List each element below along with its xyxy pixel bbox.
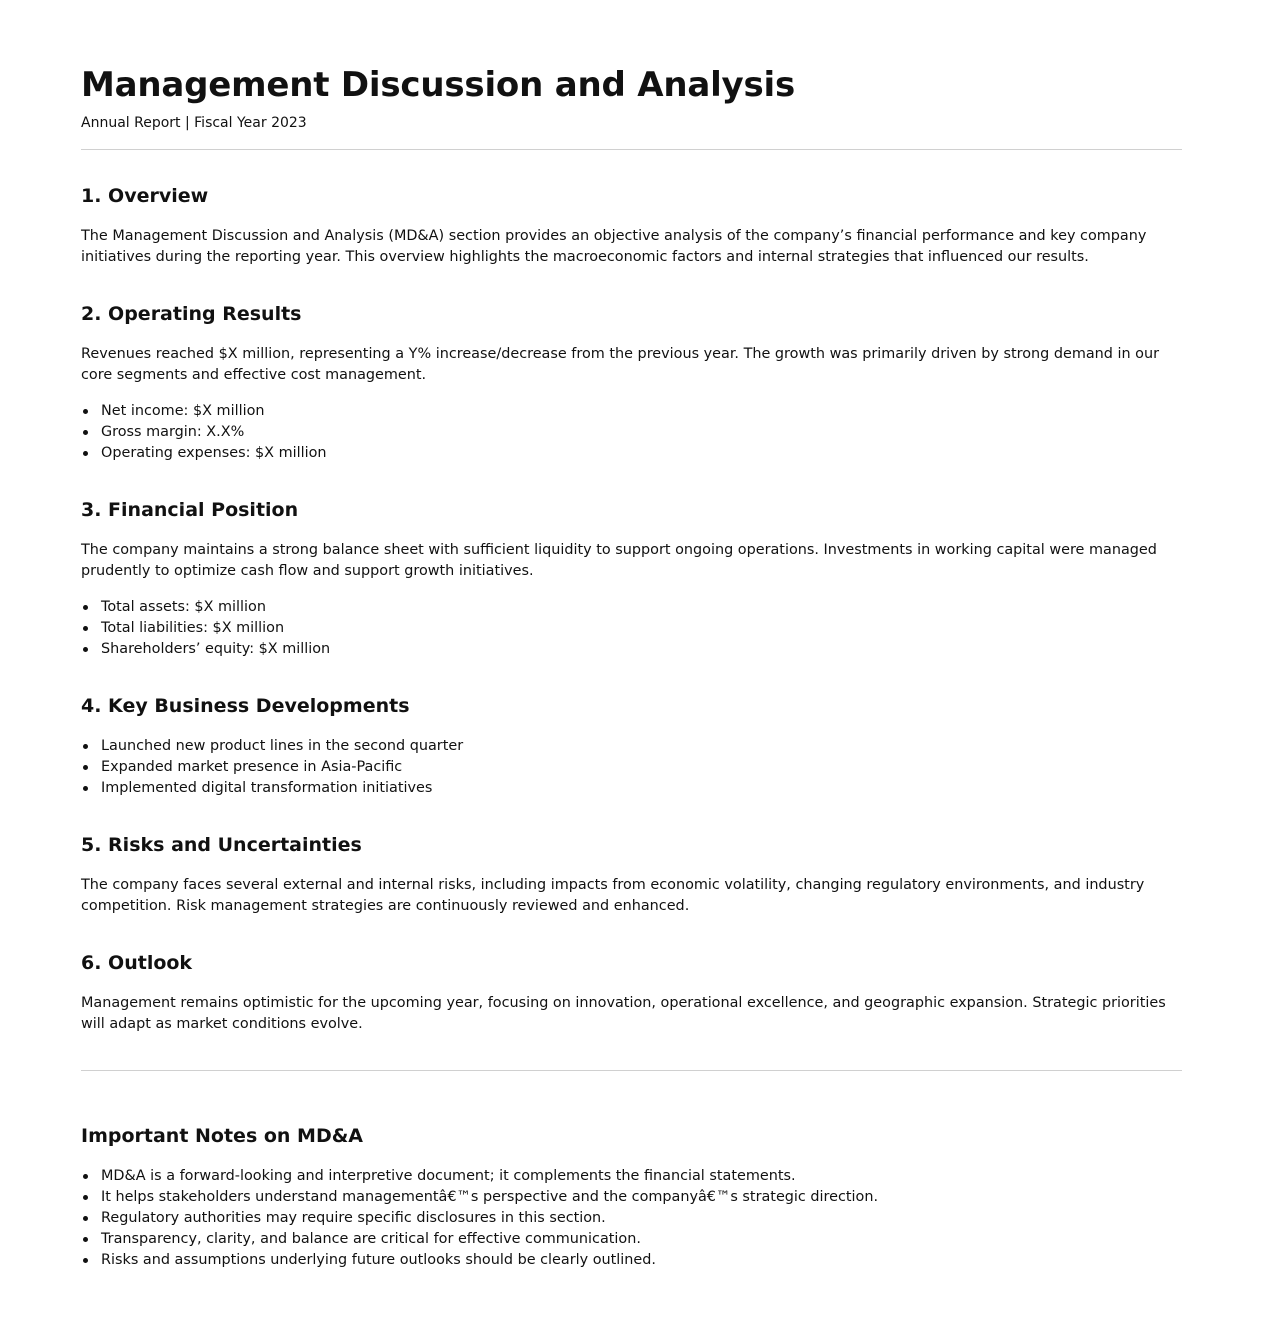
page-title: Management Discussion and Analysis xyxy=(81,65,796,105)
section-paragraph: Management remains optimistic for the upcoming year, focusing on innovation, operational excellence, and geographic expansion. Strategic priorities will adapt as market conditions evolve. xyxy=(81,995,1166,1032)
section-paragraph: The company faces several external and internal risks, including impacts from economic volatility, changing regulatory environments, and industry competition. Risk management strategies are continuously reviewed and enhanced. xyxy=(81,877,1145,914)
bullet-list xyxy=(81,401,1182,464)
section-overview xyxy=(81,183,1182,268)
page-subtitle: Annual Report | Fiscal Year 2023 xyxy=(81,115,307,131)
section-heading: 1. Overview xyxy=(81,185,209,207)
section-heading: 3. Financial Position xyxy=(81,499,299,521)
list-item: Total liabilities: $X million xyxy=(101,618,1182,639)
section-financial-position xyxy=(81,497,1182,660)
section-paragraph: The Management Discussion and Analysis (MD&A) section provides an objective analysis of the company’s financial performance and key company initiatives during the reporting year. This overview highlights the macroeconomic factors and internal strategies that influenced our results. xyxy=(81,228,1147,265)
section-heading: 4. Key Business Developments xyxy=(81,695,410,717)
section-heading: 2. Operating Results xyxy=(81,303,302,325)
bullet-list xyxy=(81,597,1182,660)
section-heading: 5. Risks and Uncertainties xyxy=(81,834,362,856)
section-outlook xyxy=(81,950,1182,1035)
section-heading: Important Notes on MD&A xyxy=(81,1125,364,1147)
bullet-list xyxy=(81,1166,1182,1271)
section-heading: 6. Outlook xyxy=(81,952,193,974)
bullet-list xyxy=(81,736,1182,799)
list-item: Regulatory authorities may require specific disclosures in this section. xyxy=(101,1208,1182,1229)
list-item: Transparency, clarity, and balance are critical for effective communication. xyxy=(101,1229,1182,1250)
list-item: Shareholders’ equity: $X million xyxy=(101,639,1182,660)
header-divider xyxy=(81,149,1182,150)
document-page xyxy=(81,0,1182,1271)
footer-divider xyxy=(81,1070,1182,1071)
section-paragraph: The company maintains a strong balance sheet with sufficient liquidity to support ongoing operations. Investments in working capital were managed prudently to optimize cash flow and support growth initiatives. xyxy=(81,542,1157,579)
list-item: Implemented digital transformation initiatives xyxy=(101,778,1182,799)
list-item: Total assets: $X million xyxy=(101,597,1182,618)
list-item: Launched new product lines in the second quarter xyxy=(101,736,1182,757)
section-risks-and-uncertainties xyxy=(81,832,1182,917)
section-important-notes xyxy=(81,1123,1182,1271)
section-key-business-developments xyxy=(81,693,1182,799)
list-item: It helps stakeholders understand managementâ€™s perspective and the companyâ€™s strategic direction. xyxy=(101,1187,1182,1208)
section-operating-results xyxy=(81,301,1182,464)
list-item: Expanded market presence in Asia-Pacific xyxy=(101,757,1182,778)
list-item: Operating expenses: $X million xyxy=(101,443,1182,464)
section-paragraph: Revenues reached $X million, representing a Y% increase/decrease from the previous year. The growth was primarily driven by strong demand in our core segments and effective cost management. xyxy=(81,346,1160,383)
list-item: Gross margin: X.X% xyxy=(101,422,1182,443)
list-item: Risks and assumptions underlying future outlooks should be clearly outlined. xyxy=(101,1250,1182,1271)
list-item: Net income: $X million xyxy=(101,401,1182,422)
list-item: MD&A is a forward-looking and interpretive document; it complements the financial statements. xyxy=(101,1166,1182,1187)
